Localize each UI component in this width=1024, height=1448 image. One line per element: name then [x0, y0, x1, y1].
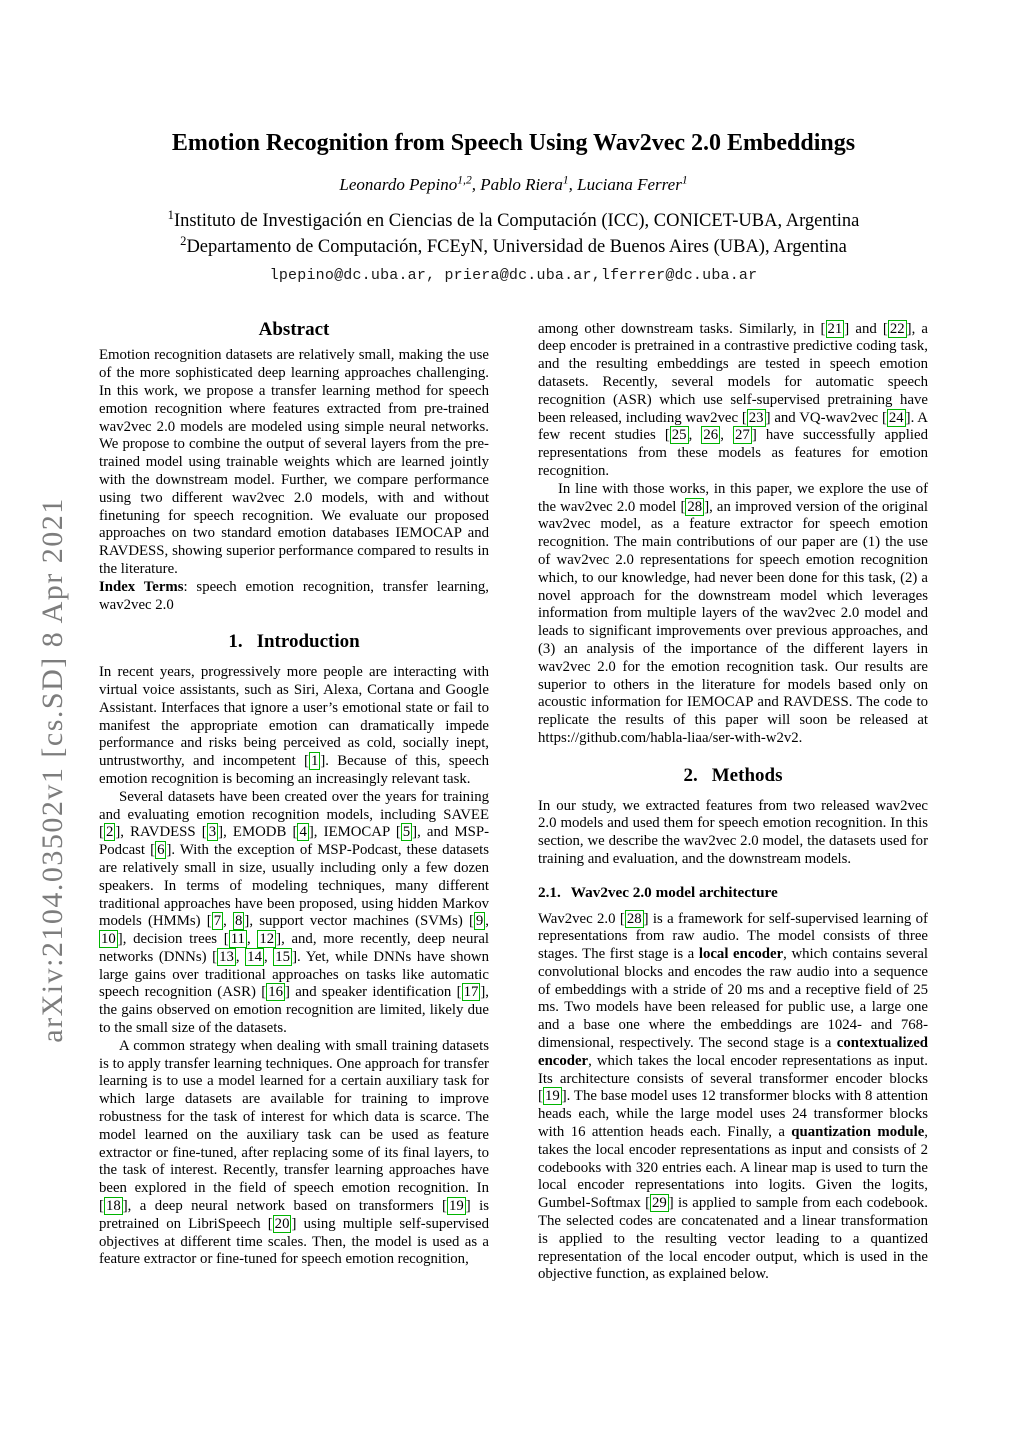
abstract-paragraph: Emotion recognition datasets are relatively small, making the use of the more sophisticated deep learning approaches challenging. In this work, we propose a transfer learning method for speech emotion recognition where features extracted from pre-trained wav2vec 2.0 models are modeled using simple neural networks. We propose to combine the output of several layers from the pre-trained model using trainable weights which are learned jointly with the downstream model. Further, we compare performance using two different wav2vec 2.0 models, with and without finetuning for speech recognition. We evaluate our proposed approaches on two standard emotion databases IEMOCAP and RAVDESS, showing superior performance compared to results in the literature.	[99, 347, 489, 577]
subsection-2-1-number: 2.1.	[538, 883, 561, 901]
section-1-title: Introduction	[256, 631, 360, 653]
affiliation-1: $^1$Instituto de Investigación en Ciencias de la Computación (ICC), CONICET-UBA, Argentina	[167, 207, 860, 231]
citation-link[interactable]: 20	[274, 1215, 290, 1232]
citation-link[interactable]: 6	[157, 842, 165, 859]
affiliations-block	[99, 208, 928, 260]
abstract-heading: Abstract	[258, 318, 330, 340]
intro-paragraph-1: In recent years, progressively more people are interacting with virtual voice assistants, such as Siri, Alexa, Cortana and Google Assistant. Interfaces that ignore a user’s emotional state or fail to manifest the appropriate emotion can dramatically impede performance and risks being perceived as cold, socially inept, untrustworthy, and incompetent [ 1 ]. Because of this, speech emotion recognition is becoming an increasingly relevant task.	[99, 664, 489, 787]
citation-link[interactable]: 28	[687, 498, 703, 515]
index-terms: Index Terms: speech emotion recognition, transfer learning, wav2vec 2.0	[99, 578, 489, 613]
citation-link[interactable]: 13	[219, 948, 234, 965]
paper-content	[99, 0, 928, 1284]
citation-link[interactable]: 4	[299, 824, 307, 841]
citation-link[interactable]: 25	[671, 427, 687, 444]
citation-link[interactable]: 27	[735, 427, 750, 444]
section-1-number: 1.	[228, 631, 243, 653]
citation-link[interactable]: 14	[247, 948, 262, 965]
section-2-heading	[538, 764, 928, 786]
section-2-number: 2.	[683, 764, 698, 786]
citation-link[interactable]: 22	[889, 320, 905, 337]
left-column	[99, 318, 490, 1285]
intro-paragraph-2: Several datasets have been created over the years for training and evaluating emotion recognition models, including SAVEE [ 2 ], RAVDESS [ 3 ], EMODB [ 4 ], IEMOCAP [ 5 ], and MSP-Podcast [ 6 ]. With the exception of MSP-Podcast, these datasets are relatively small in size, usually including only a few dozen speakers. In terms of modeling techniques, many different traditional approaches have been proposed, using hidden Markov models (HMMs) [ 7 , 8 ], support vector machines (SVMs) [ 9 , 10 ], decision trees [ 11 , 12 ], and, more recently, deep neural networks (DNNs) [ 13 , 14 , 15 ]. Yet, while DNNs have shown large gains over traditional approaches on tasks like automatic speech recognition (ASR) [ 16 ] and speaker identification [ 17 ], the gains observed on emotion recognition are limited, likely due to the small size of the datasets.	[99, 788, 490, 1037]
citation-link[interactable]: 19	[448, 1198, 464, 1215]
citation-link[interactable]: 8	[235, 913, 243, 930]
subsection-2-1-title: Wav2vec 2.0 model architecture	[570, 883, 778, 901]
citation-link[interactable]: 24	[888, 409, 904, 426]
citation-link[interactable]: 10	[101, 931, 116, 948]
citation-link[interactable]: 7	[213, 913, 222, 930]
right-column	[538, 321, 928, 1285]
citation-link[interactable]: 17	[463, 984, 479, 1001]
citation-link[interactable]: 19	[544, 1088, 560, 1105]
citation-link[interactable]: 29	[652, 1195, 667, 1212]
paper-title: Emotion Recognition from Speech Using Wav2vec 2.0 Embeddings	[171, 130, 856, 156]
citation-link[interactable]: 21	[827, 320, 843, 337]
methods-paragraph-1: In our study, we extracted features from two released wav2vec 2.0 models and used them for speech emotion recognition. In this section, we describe the wav2vec 2.0 model, the datasets used for training and evaluation, and the downstream models.	[538, 797, 928, 867]
citation-link[interactable]: 1	[310, 753, 319, 770]
citation-link[interactable]: 11	[230, 931, 245, 948]
intro-paragraph-5: In line with those works, in this paper, we explore the use of the wav2vec 2.0 model [ 28 ], an improved version of the original wav2vec model, as a feature extractor for speech emotion recognition. The main contributions of our paper are (1) the use of wav2vec 2.0 representations for speech emotion recognition which, to our knowledge, had never been done for this task, (2) a novel approach for the downstream model which leverages information from multiple layers of the wav2vec 2.0 model and leads to significant improvements over previous approaches, and (3) an analysis of the importance of the different layers in wav2vec 2.0 for the emotion recognition task. Our results are superior to others in the literature for models based only on acoustic information for IEMOCAP and RAVDESS. The code to replicate the results of this paper will soon be released at https://github.com/habla-liaa/ser-with-w2v2.	[538, 480, 928, 746]
authors-line: Leonardo Pepino$^{1,2}$, Pablo Riera$^1$, Luciana Ferrer$^1$	[339, 172, 688, 194]
citation-link[interactable]: 2	[105, 824, 114, 841]
citation-link[interactable]: 9	[475, 913, 484, 930]
citation-link[interactable]: 5	[402, 824, 411, 841]
citation-link[interactable]: 28	[626, 910, 642, 927]
citation-link[interactable]: 23	[748, 409, 764, 426]
subsection-2-1-heading	[538, 884, 928, 902]
citation-link[interactable]: 12	[259, 931, 275, 948]
wav2vec-architecture-paragraph: Wav2vec 2.0 [ 28 ] is a framework for self-supervised learning of representations from raw audio. The model consists of three stages. The first stage is a local encoder, which contains several convolutional blocks and encodes the raw audio into a sequence of embeddings with a stride of 20 ms and a receptive field of 25 ms. Two models have been released for public use, a large one and a base one where the embeddings are 1024- and 768-dimensional, respectively. The second stage is a contextualized encoder, which takes the local encoder representations as input. Its architecture consists of several transformer encoder blocks [ 19 ]. The base model uses 12 transformer blocks with 8 attention heads each, while the large model uses 24 transformer blocks with 16 attention heads each. Finally, a quantization module, takes the local encoder representations as input and consists of 2 codebooks with 320 entries each. A linear map is used to turn the local encoder representations into logits. Given the logits, Gumbel-Softmax [ 29 ] is applied to sample from each codebook. The selected codes are concatenated and a linear transformation is applied to the resulting vector leading to a quantized representation of the local encoder output, which is used in the objective function, as explained below.	[538, 910, 929, 1283]
author-emails: lpepino@dc.uba.ar, priera@dc.uba.ar,lferrer@dc.uba.ar	[269, 266, 758, 284]
section-1-heading	[99, 633, 489, 651]
citation-link[interactable]: 15	[275, 948, 291, 965]
citation-link[interactable]: 3	[208, 824, 217, 841]
section-2-title: Methods	[711, 764, 783, 786]
affiliation-2: $^2$Departamento de Computación, FCEyN, Universidad de Buenos Aires (UBA), Argentina	[180, 233, 847, 257]
citation-link[interactable]: 16	[268, 984, 283, 1001]
arxiv-watermark: arXiv:2104.03502v1 [cs.SD] 8 Apr 2021	[36, 497, 69, 1043]
intro-paragraph-3: A common strategy when dealing with small training datasets is to apply transfer learning techniques. One approach for transfer learning is to use a model learned for a certain auxiliary task for which large datasets are available for training to improve robustness for the task of interest for which data is scarce. The model learned on the auxiliary task can be used as feature extractor or fine-tuned, after replacing some of its final layers, to the task of interest. Recently, transfer learning approaches have been explored in the field of speech emotion recognition. In [ 18 ], a deep neural network based on transformers [ 19 ] is pretrained on LibriSpeech [ 20 ] using multiple self-supervised objectives at different time scales. Then, the model is used as a feature extractor or fine-tuned for speech emotion recognition,	[99, 1037, 489, 1268]
intro-paragraph-4: among other downstream tasks. Similarly, in [ 21 ] and [ 22 ], a deep encoder is pretrained in a contrastive predictive coding task, and the resulting embeddings are tested in speech emotion datasets. Recently, several models for automatic speech recognition (ASR) which use self-supervised pretraining have been released, including wav2vec [ 23 ] and VQ-wav2vec [ 24 ]. A few recent studies [ 25 , 26 , 27 ] have successfully applied representations from these models as features for emotion recognition.	[538, 320, 928, 479]
two-column-body	[99, 318, 929, 1285]
citation-link[interactable]: 18	[105, 1198, 121, 1215]
citation-link[interactable]: 26	[703, 427, 719, 444]
